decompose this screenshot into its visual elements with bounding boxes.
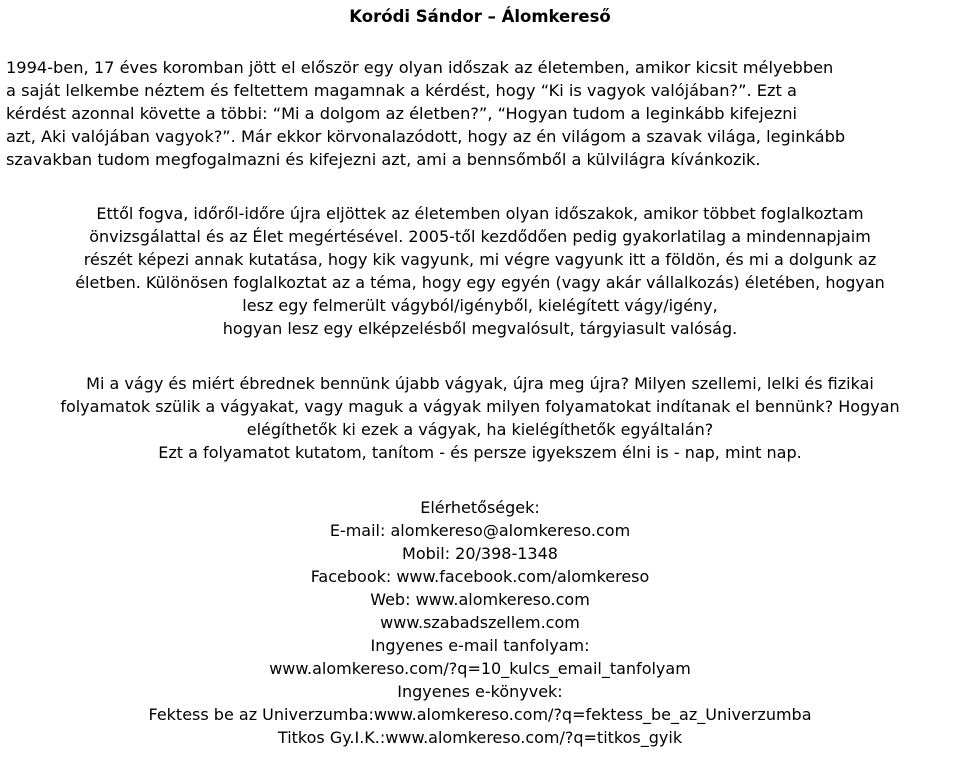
page-title: Koródi Sándor – Álomkereső xyxy=(349,7,611,26)
contact-web: Web: www.alomkereso.com xyxy=(370,590,590,609)
intro-line: azt, Aki valójában vagyok?”. Már ekkor körvonalazódott, hogy az én világom a szavak világa, leginkább xyxy=(6,127,846,146)
contact-ebooks-label: Ingyenes e-könyvek: xyxy=(397,682,563,701)
paragraph3-line: Mi a vágy és miért ébrednek bennünk újabb vágyak, újra meg újra? Milyen szellemi, lelki és fizikai xyxy=(86,374,874,393)
intro-line: kérdést azonnal követte a többi: “Mi a dolgom az életben?”, “Hogyan tudom a leginkább kifejezni xyxy=(6,104,797,123)
paragraph3-line: elégíthetők ki ezek a vágyak, ha kielégíthetők egyáltalán? xyxy=(246,420,714,439)
paragraph2-line: lesz egy felmerült vágyból/igényből, kielégített vágy/igény, xyxy=(242,296,718,315)
contact-ebook-univerzum: Fektess be az Univerzumba:www.alomkereso.com/?q=fektess_be_az_Univerzumba xyxy=(148,705,812,724)
paragraph2-line: részét képezi annak kutatása, hogy kik vagyunk, mi végre vagyunk itt a földön, és mi a dolgunk az xyxy=(83,250,877,269)
intro-line: szavakban tudom megfogalmazni és kifejezni azt, ami a bennsőmből a külvilágra kívánkozik. xyxy=(6,150,761,169)
contact-email: E-mail: alomkereso@alomkereso.com xyxy=(329,521,631,540)
contact-mobile: Mobil: 20/398-1348 xyxy=(402,544,558,563)
paragraph2-line: hogyan lesz egy elképzelésből megvalósult, tárgyiasult valóság. xyxy=(222,319,738,338)
intro-line: a saját lelkembe néztem és feltettem magamnak a kérdést, hogy “Ki is vagyok valójában?”. Ezt a xyxy=(6,81,797,100)
contact-course-url: www.alomkereso.com/?q=10_kulcs_email_tanfolyam xyxy=(269,659,691,678)
contact-facebook: Facebook: www.facebook.com/alomkereso xyxy=(310,567,650,586)
intro-line: 1994-ben, 17 éves koromban jött el először egy olyan időszak az életemben, amikor kicsit mélyebben xyxy=(6,58,834,77)
paragraph3-line: Ezt a folyamatot kutatom, tanítom - és persze igyekszem élni is - nap, mint nap. xyxy=(158,443,802,462)
contact-heading: Elérhetőségek: xyxy=(420,498,540,517)
paragraph3-line: folyamatok szülik a vágyakat, vagy maguk a vágyak milyen folyamatokat indítanak el bennünk? Hogyan xyxy=(60,397,900,416)
paragraph2-line: életben. Különösen foglalkoztat az a téma, hogy egy egyén (vagy akár vállalkozás) életében, hogyan xyxy=(75,273,885,292)
paragraph2-line: Ettől fogva, időről-időre újra eljöttek az életemben olyan időszakok, amikor többet foglalkoztam xyxy=(96,204,864,223)
contact-course-label: Ingyenes e-mail tanfolyam: xyxy=(370,636,590,655)
paragraph2-line: önvizsgálattal és az Élet megértésével. 2005-től kezdődően pedig gyakorlatilag a mindennapjaim xyxy=(89,227,871,246)
contact-web-secondary: www.szabadszellem.com xyxy=(380,613,580,632)
contact-ebook-gyik: Titkos Gy.I.K.:www.alomkereso.com/?q=titkos_gyik xyxy=(277,728,683,747)
